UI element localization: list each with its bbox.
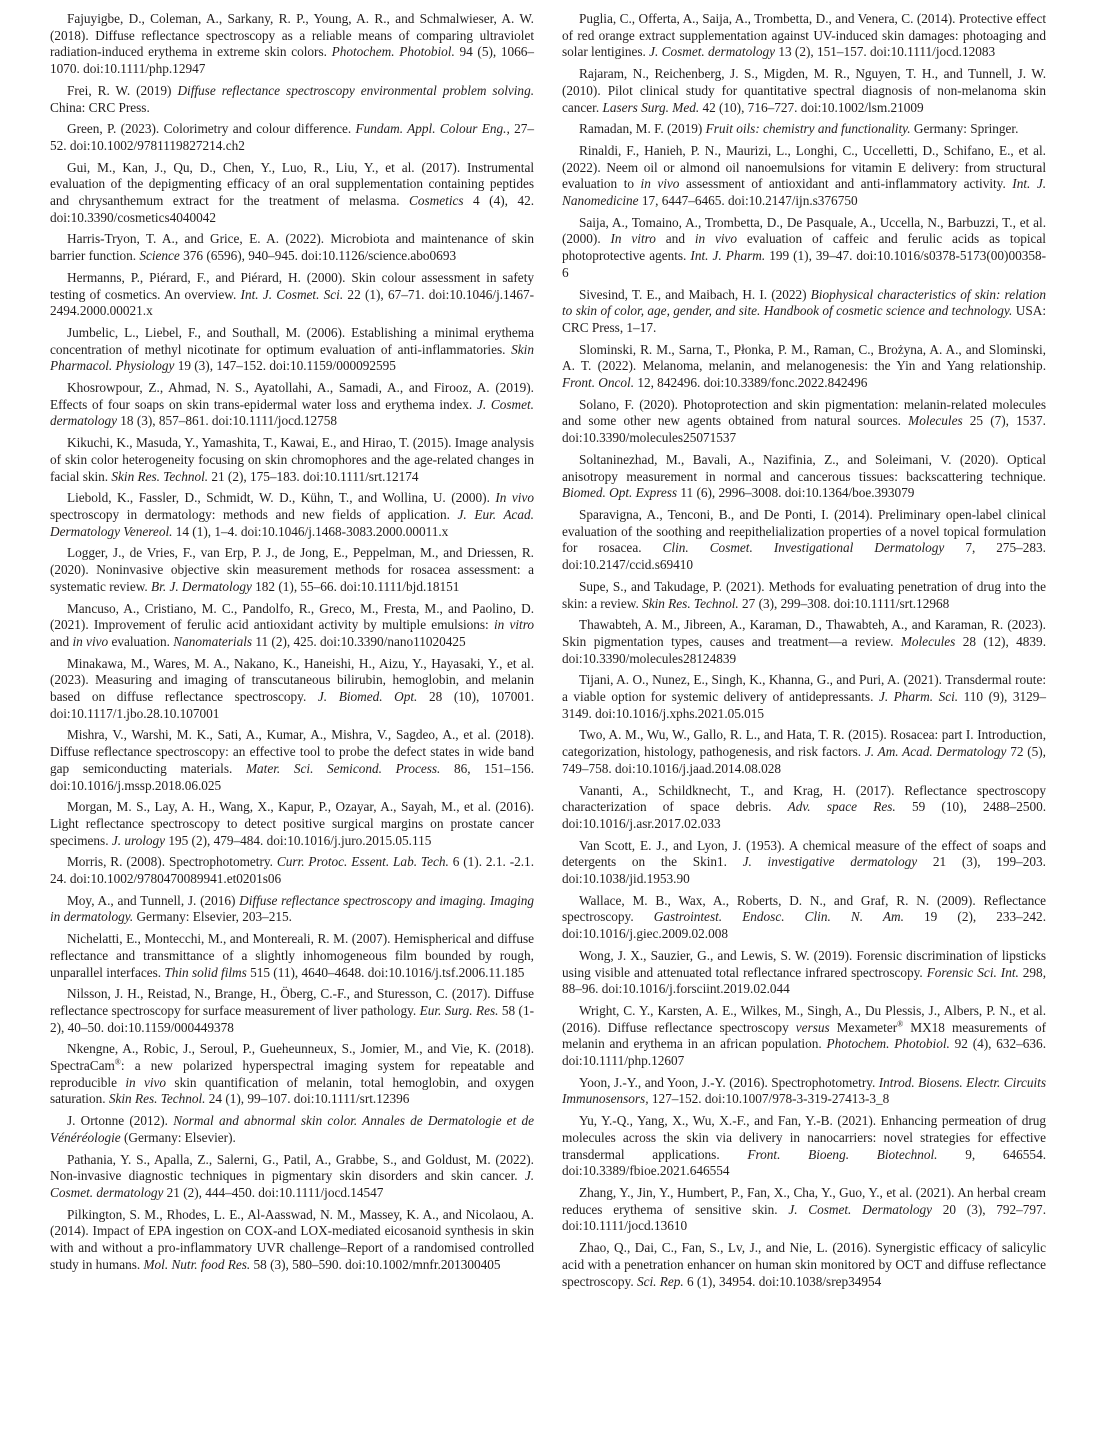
reference-text-segment: 59 (10), 2488–2500. doi:10.1016/j.asr.2017.02.033 (562, 799, 1047, 831)
reference-text-segment: evaluation of caffeic and ferulic acids as topical photoprotective agents. (562, 231, 1046, 264)
reference-item (50, 1152, 534, 1202)
reference-text-segment: 6 (1). 2.1. -2.1. 24. doi:10.1002/9780470089941.et0201s06 (50, 854, 534, 887)
reference-text-segment: 11 (2), 425. doi:10.3390/nano11020425 (252, 633, 466, 649)
reference-text-segment: J. Ortonne (2012). (67, 1113, 174, 1129)
reference-text-segment: Photochem. Photobiol. (331, 44, 455, 60)
reference-text-segment: 18 (3), 857–861. doi:10.1111/jocd.12758 (117, 413, 338, 429)
reference-text-segment: Lasers Surg. Med. (602, 99, 700, 115)
reference-text-segment: 21 (3), 199–203. doi:10.1038/jid.1953.90 (562, 854, 1046, 887)
reference-text-segment: J. Eur. Acad. Dermatology Venereol. (50, 506, 534, 539)
reference-item (562, 507, 1046, 574)
reference-item (50, 121, 534, 154)
reference-text-segment: 376 (6596), 940–945. doi:10.1126/science.abo0693 (179, 248, 457, 264)
reference-item (50, 601, 534, 651)
reference-text-segment: 13 (2), 151–157. doi:10.1111/jocd.12083 (775, 44, 996, 60)
reference-item (50, 545, 534, 595)
reference-text-segment: 4 (4), 42. doi:10.3390/cosmetics4040042 (50, 193, 535, 225)
reference-text-segment: 17, 6447–6465. doi:10.2147/ijn.s376750 (638, 193, 858, 209)
reference-text-segment: Puglia, C., Offerta, A., Saija, A., Trombetta, D., and Venera, C. (2014). Protective effect of red orange extract supplementation against UV-induced skin damages: photoaging and solar lentigines. (562, 11, 1046, 60)
reference-text-segment: China: CRC Press. (50, 99, 150, 115)
reference-text-segment: Morgan, M. S., Lay, A. H., Wang, X., Kapur, P., Ozayar, A., Sayah, M., et al. (2016). Light reflectance spectroscopy to detect positive surgical margins on prostate cancer specimens. (50, 799, 534, 848)
reference-text-segment: MX18 measurements of melanin and erythema in an african population. (562, 1019, 1046, 1052)
reference-text-segment: Solano, F. (2020). Photoprotection and skin pigmentation: melanin-related molecules and some other new agents obtained from natural sources. (562, 396, 1046, 429)
reference-text-segment: Frei, R. W. (2019) (67, 82, 178, 98)
reference-text-segment: Yu, Y.-Q., Yang, X., Wu, X.-F., and Fan, Y.-B. (2021). Enhancing permeation of drug molecules across the skin via delivery in nanocarriers: novel strategies for effective transdermal applications. (562, 1113, 1046, 1162)
reference-text-segment: Thin solid films (164, 964, 247, 980)
reference-text-segment: Sparavigna, A., Tenconi, B., and De Ponti, I. (2014). Preliminary open-label clinical evaluation of the soothing and reepithelialization properties of a novel topical formulation for rosacea. (562, 506, 1046, 556)
reference-text-segment: Logger, J., de Vries, F., van Erp, P. J., de Jong, E., Peppelman, M., and Driessen, R. (2020). Noninvasive objective skin measurement methods for rosacea assessment: a systematic review. (50, 545, 534, 594)
reference-item (50, 435, 534, 485)
reference-text-segment: Vananti, A., Schildknecht, T., and Krag, H. (2017). Reflectance spectroscopy characterization of space debris. (562, 782, 1046, 815)
reference-text-segment: Diffuse reflectance spectroscopy and imaging. Imaging in dermatology. (50, 892, 535, 925)
reference-text-segment: versus (795, 1019, 830, 1035)
reference-text-segment: ® (897, 1019, 904, 1029)
reference-item (562, 1240, 1046, 1290)
reference-item (562, 783, 1046, 833)
reference-item (50, 231, 534, 264)
reference-text-segment: 11 (6), 2996–3008. doi:10.1364/boe.393079 (677, 485, 915, 501)
reference-text-segment: J. Cosmet. dermatology (50, 396, 534, 429)
reference-text-segment: Nkengne, A., Robic, J., Seroul, P., Gueheunneux, S., Jomier, M., and Vie, K. (2018). SpectraCam (50, 1041, 534, 1074)
reference-item (50, 656, 534, 723)
reference-text-segment: Photochem. Photobiol. (826, 1036, 950, 1052)
reference-text-segment: 21 (2), 175–183. doi:10.1111/srt.12174 (208, 468, 419, 484)
reference-item (562, 948, 1046, 998)
reference-text-segment: Minakawa, M., Wares, M. A., Nakano, K., Haneishi, H., Aizu, Y., Hayasaki, Y., et al. (2023). Measuring and imaging of transcutaneous bilirubin, hemoglobin, and melanin based on diffuse reflectance spectroscopy. (50, 655, 534, 705)
reference-text-segment: Front. Oncol. (562, 375, 635, 391)
reference-text-segment: Cosmetics (409, 193, 464, 209)
reference-text-segment: 42 (10), 716–727. doi:10.1002/lsm.21009 (699, 99, 924, 115)
reference-item (562, 893, 1046, 943)
reference-text-segment: Skin Res. Technol. (642, 595, 739, 611)
reference-text-segment: 298, 88–96. doi:10.1016/j.forsciint.2019.02.044 (562, 964, 1046, 997)
reference-text-segment: Skin Res. Technol. (108, 1091, 206, 1107)
reference-item (562, 1003, 1046, 1070)
reference-text-segment: 58 (3), 580–590. doi:10.1002/mnfr.201300405 (250, 1256, 501, 1272)
reference-item (50, 799, 534, 849)
references-column-left (50, 11, 534, 1295)
reference-text-segment: Molecules (908, 413, 963, 429)
reference-item (562, 1113, 1046, 1180)
reference-text-segment: Supe, S., and Takudage, P. (2021). Methods for evaluating penetration of drug into the skin: a review. (562, 578, 1046, 611)
reference-text-segment: 14 (1), 1–4. doi:10.1046/j.1468-3083.2000.00011.x (172, 523, 449, 539)
reference-item (50, 1207, 534, 1274)
reference-item (50, 325, 534, 375)
reference-text-segment: 19 (2), 233–242. doi:10.1016/j.giec.2009.02.008 (562, 909, 1046, 942)
reference-item (562, 11, 1046, 61)
reference-text-segment: evaluation. (108, 633, 174, 649)
reference-text-segment: Diffuse reflectance spectroscopy environmental problem solving. (177, 82, 534, 98)
reference-text-segment: 24 (1), 99–107. doi:10.1111/srt.12396 (205, 1091, 410, 1107)
reference-item (562, 215, 1046, 282)
reference-text-segment: 7, 275–283. doi:10.2147/ccid.s69410 (562, 540, 1046, 573)
reference-text-segment: Int. J. Cosmet. Sci. (240, 286, 344, 302)
reference-item (50, 490, 534, 540)
reference-text-segment: Int. J. Pharm. (690, 248, 766, 264)
reference-text-segment: Mol. Nutr. food Res. (143, 1256, 251, 1272)
reference-text-segment: Nichelatti, E., Montecchi, M., and Montereali, R. M. (2007). Hemispherical and diffuse reflectance and transmittance of a slightly inhomogeneous film bounded by rough, unparallel interfaces. (50, 931, 534, 980)
reference-text-segment: 28 (10), 107001. doi:10.1117/1.jbo.28.10.107001 (50, 689, 534, 721)
reference-text-segment: 182 (1), 55–66. doi:10.1111/bjd.18151 (251, 578, 460, 594)
reference-text-segment: in vivo (640, 176, 680, 192)
reference-text-segment: Normal and abnormal skin color. Annales de Dermatologie et de Vénéréologie (50, 1113, 534, 1145)
reference-item (50, 11, 534, 78)
reference-text-segment: (Germany: Elsevier). (120, 1129, 236, 1145)
reference-text-segment: : a new polarized hyperspectral imaging system for repeatable and reproducible (50, 1058, 534, 1090)
reference-text-segment: 94 (5), 1066–1070. doi:10.1111/php.12947 (50, 44, 534, 77)
reference-text-segment: J. Cosmet. dermatology (50, 1168, 534, 1200)
reference-item (562, 579, 1046, 612)
reference-text-segment: Skin Pharmacol. Physiology (50, 341, 534, 374)
reference-text-segment: J. Cosmet. Dermatology (788, 1201, 933, 1217)
reference-text-segment: 12, 842496. doi:10.3389/fonc.2022.842496 (634, 375, 868, 391)
reference-text-segment: Pilkington, S. M., Rhodes, L. E., Al-Aasswad, N. M., Massey, K. A., and Nicolaou, A. (2014). Impact of EPA ingestion on COX-and LOX-mediated eicosanoid synthesis in skin with and without a pro-inflammatory UVR challenge–Report of a randomised controlled study in humans. (50, 1206, 534, 1272)
reference-text-segment: J. Pharm. Sci. (878, 689, 959, 705)
reference-item (50, 893, 534, 926)
reference-text-segment: Tijani, A. O., Nunez, E., Singh, K., Khanna, G., and Puri, A. (2021). Transdermal route: a viable option for systemic delivery of antidepressants. (562, 672, 1046, 705)
reference-item (562, 66, 1046, 116)
reference-text-segment: In vitro (610, 231, 656, 247)
reference-text-segment: 58 (1-2), 40–50. doi:10.1159/000449378 (50, 1002, 534, 1035)
reference-text-segment: and (50, 633, 73, 649)
reference-text-segment: J. investigative dermatology (742, 854, 918, 870)
reference-text-segment: Zhao, Q., Dai, C., Fan, S., Lv, J., and Nie, L. (2016). Synergistic efficacy of salicylic acid with a penetration enhancer on human skin monitored by OCT and diffuse reflectance spectroscopy. (562, 1240, 1046, 1289)
reference-text-segment: Gastrointest. Endosc. Clin. N. Am. (653, 909, 904, 925)
reference-text-segment: Hermanns, P., Piérard, F., and Piérard, H. (2000). Skin colour assessment in safety testing of cosmetics. An overview. (50, 269, 534, 302)
reference-text-segment: Wallace, M. B., Wax, A., Roberts, D. N., and Graf, R. N. (2009). Reflectance spectroscopy. (562, 892, 1046, 925)
reference-text-segment: 19 (3), 147–152. doi:10.1159/000092595 (174, 358, 396, 374)
reference-text-segment: Gui, M., Kan, J., Qu, D., Chen, Y., Luo, R., Liu, Y., et al. (2017). Instrumental evaluation of the depigmenting efficacy of an oral supplementation containing peptides and chrysanthemum extract for the treatment of melasma. (50, 159, 534, 209)
reference-item (562, 672, 1046, 722)
reference-text-segment: 25 (7), 1537. doi:10.3390/molecules25071537 (562, 413, 1046, 446)
reference-text-segment: 22 (1), 67–71. doi:10.1046/j.1467-2494.2000.00021.x (50, 286, 534, 319)
reference-item (50, 986, 534, 1036)
reference-item (50, 160, 534, 227)
references-columns (50, 11, 1046, 1295)
reference-text-segment: Green, P. (2023). Colorimetry and colour difference. (67, 121, 356, 137)
references-column-right (562, 11, 1046, 1295)
reference-text-segment: Nanomaterials (173, 633, 253, 649)
reference-text-segment: ® (114, 1057, 121, 1067)
reference-text-segment: Thawabteh, A. M., Jibreen, A., Karaman, D., Thawabteh, A., and Karaman, R. (2023). Skin pigmentation types, causes and treatment—a review. (562, 617, 1046, 649)
reference-text-segment: Liebold, K., Fassler, D., Schmidt, W. D., Kühn, T., and Wollina, U. (2000). (67, 490, 496, 506)
reference-text-segment: in vivo (72, 633, 109, 649)
reference-text-segment: in vivo (694, 231, 738, 247)
reference-text-segment: 21 (2), 444–450. doi:10.1111/jocd.14547 (163, 1185, 384, 1200)
reference-text-segment: 27–52. doi:10.1002/9781119827214.ch2 (50, 121, 534, 153)
reference-text-segment: Saija, A., Tomaino, A., Trombetta, D., De Pasquale, A., Uccella, N., Barbuzzi, T., et al. (2000). (562, 214, 1046, 247)
reference-text-segment: Van Scott, E. J., and Lyon, J. (1953). A chemical measure of the effect of soaps and detergents on the Skin1. (562, 837, 1046, 870)
reference-item (562, 1185, 1046, 1235)
reference-text-segment: Germany: Springer. (910, 121, 1019, 137)
reference-text-segment: spectroscopy in dermatology: methods and new fields of application. (50, 506, 458, 522)
reference-item (562, 287, 1046, 337)
reference-item (50, 931, 534, 981)
reference-text-segment: USA: CRC Press, 1–17. (562, 303, 1046, 335)
reference-item (562, 1075, 1046, 1108)
reference-text-segment: Fundam. Appl. Colour Eng., (355, 121, 510, 137)
reference-item (562, 121, 1046, 138)
reference-item (50, 727, 534, 794)
reference-text-segment: in vivo (125, 1074, 167, 1090)
reference-text-segment: Rinaldi, F., Hanieh, P. N., Maurizi, L., Longhi, C., Uccelletti, D., Schifano, E., et al. (2022). Neem oil or almond oil nanoemulsions for vitamin E delivery: from structural evaluation to (562, 142, 1046, 192)
reference-text-segment: Germany: Elsevier, 203–215. (133, 909, 292, 925)
reference-text-segment: Soltaninezhad, M., Bavali, A., Nazifinia, Z., and Soleimani, V. (2020). Optical anisotropy measurement in normal and cancerous tissues: backscattering technique. (562, 451, 1046, 484)
reference-text-segment: 20 (3), 792–797. doi:10.1111/jocd.13610 (562, 1201, 1046, 1234)
reference-text-segment: Molecules (900, 633, 956, 649)
reference-text-segment: Kikuchi, K., Masuda, Y., Yamashita, T., Kawai, E., and Hirao, T. (2015). Image analysis of skin color heterogeneity focusing on skin chromophores and the age-related changes in facial skin. (50, 435, 534, 484)
reference-text-segment: Mancuso, A., Cristiano, M. C., Pandolfo, R., Greco, M., Fresta, M., and Paolino, D. (2021). Improvement of ferulic acid antioxidant activity by multiple emulsions: (50, 600, 534, 633)
reference-text-segment: Yoon, J.-Y., and Yoon, J.-Y. (2016). Spectrophotometry. (579, 1074, 879, 1090)
reference-text-segment: Curr. Protoc. Essent. Lab. Tech. (276, 854, 449, 870)
reference-text-segment: 199 (1), 39–47. doi:10.1016/s0378-5173(00)00358-6 (562, 248, 1046, 280)
reference-text-segment: Moy, A., and Tunnell, J. (2016) (67, 892, 240, 908)
reference-item (50, 1113, 534, 1146)
reference-text-segment: Zhang, Y., Jin, Y., Humbert, P., Fan, X., Cha, Y., Guo, Y., et al. (2021). An herbal cream reduces erythema of sensitive skin. (562, 1185, 1046, 1217)
reference-text-segment: Front. Bioeng. Biotechnol. (747, 1146, 938, 1162)
reference-text-segment: 110 (9), 3129–3149. doi:10.1016/j.xphs.2021.05.015 (562, 689, 1046, 721)
reference-text-segment: Wong, J. X., Sauzier, G., and Lewis, S. W. (2019). Forensic discrimination of lipsticks using visible and attenuated total reflectance infrared spectroscopy. (562, 947, 1046, 980)
reference-item (562, 342, 1046, 392)
reference-text-segment: Rajaram, N., Reichenberg, J. S., Migden, M. R., Nguyen, T. H., and Tunnell, J. W. (2010). Pilot clinical study for quantitative spectral diagnosis of non-melanoma skin cancer. (562, 66, 1046, 115)
reference-text-segment: Skin Res. Technol. (111, 468, 209, 484)
reference-text-segment: 195 (2), 479–484. doi:10.1016/j.juro.2015.05.115 (165, 832, 432, 848)
reference-text-segment: Br. J. Dermatology (151, 578, 252, 594)
reference-text-segment: J. Biomed. Opt. (317, 689, 418, 705)
reference-text-segment: assessment of antioxidant and anti-inflammatory activity. (679, 176, 1013, 192)
reference-item (50, 1041, 534, 1108)
reference-text-segment: 515 (11), 4640–4648. doi:10.1016/j.tsf.2006.11.185 (246, 964, 525, 980)
reference-text-segment: 9, 646554. doi:10.3389/fbioe.2021.646554 (562, 1146, 1046, 1179)
reference-item (562, 727, 1046, 777)
reference-text-segment: 86, 151–156. doi:10.1016/j.mssp.2018.06.025 (50, 760, 534, 793)
reference-text-segment: 28 (12), 4839. doi:10.3390/molecules28124839 (562, 633, 1046, 666)
reference-text-segment: Int. J. Nanomedicine (562, 176, 1046, 209)
reference-text-segment: Pathania, Y. S., Apalla, Z., Salerni, G., Patil, A., Grabbe, S., and Goldust, M. (2022). Non-invasive diagnostic techniques in pigmentary skin disorders and skin cancer. (50, 1151, 534, 1184)
reference-text-segment: Wright, C. Y., Karsten, A. E., Wilkes, M., Singh, A., Du Plessis, J., Albers, P. N., et al. (2016). Diffuse reflectance spectroscopy (562, 1002, 1046, 1035)
reference-text-segment: in vitro (493, 617, 534, 633)
reference-text-segment: Mater. Sci. Semicond. Process. (245, 760, 441, 776)
reference-text-segment: 72 (5), 749–758. doi:10.1016/j.jaad.2014.08.028 (562, 744, 1046, 776)
reference-text-segment: 127–152. doi:10.1007/978-3-319-27413-3_8 (648, 1091, 890, 1107)
reference-text-segment: Science (139, 248, 180, 264)
reference-text-segment: J. Am. Acad. Dermatology (864, 744, 1007, 760)
reference-item (50, 380, 534, 430)
reference-text-segment: Harris-Tryon, T. A., and Grice, E. A. (2022). Microbiota and maintenance of skin barrier function. (50, 231, 534, 264)
reference-text-segment: Forensic Sci. Int. (926, 964, 1019, 980)
reference-item (562, 397, 1046, 447)
reference-text-segment: J. Cosmet. dermatology (649, 44, 776, 60)
reference-item (562, 143, 1046, 210)
reference-text-segment: Mishra, V., Warshi, M. K., Sati, A., Kumar, A., Mishra, V., Sagdeo, A., et al. (2018). Diffuse reflectance spectroscopy: an effective tool to probe the defect states in wide band gap semiconducting materials. (50, 727, 534, 776)
reference-text-segment: Khosrowpour, Z., Ahmad, N. S., Ayatollahi, A., Samadi, A., and Firooz, A. (2019). Effects of four soaps on skin trans-epidermal water loss and erythema index. (50, 380, 534, 412)
reference-text-segment: Clin. Cosmet. Investigational Dermatology (662, 540, 945, 556)
reference-text-segment: J. urology (111, 832, 166, 848)
reference-text-segment: Sci. Rep. (636, 1273, 684, 1289)
reference-text-segment: Biomed. Opt. Express (562, 485, 678, 501)
reference-text-segment: Two, A. M., Wu, W., Gallo, R. L., and Hata, T. R. (2015). Rosacea: part I. Introduction, categorization, histology, pathogenesis, and risk factors. (562, 727, 1046, 760)
reference-text-segment: Fajuyigbe, D., Coleman, A., Sarkany, R. P., Young, A. R., and Schmalwieser, A. W. (2018). Diffuse reflectance spectroscopy as a reliable means of comparing ultraviolet radiation-induced erythema in extreme skin colors. (50, 11, 534, 60)
reference-text-segment: Slominski, R. M., Sarna, T., Płonka, P. M., Raman, C., Brożyna, A. A., and Slominski, A. T. (2022). Melanoma, melanin, and melanogenesis: the Yin and Yang relationship. (562, 341, 1046, 374)
reference-text-segment: Introd. Biosens. Electr. Circuits Immunosensors, (562, 1074, 1046, 1107)
reference-text-segment: Nilsson, J. H., Reistad, N., Brange, H., Öberg, C.-F., and Sturesson, C. (2017). Diffuse reflectance spectroscopy for surface measurement of liver pathology. (50, 986, 534, 1018)
reference-text-segment: skin quantification of melanin, total hemoglobin, and oxygen saturation. (50, 1074, 534, 1107)
reference-text-segment: Ramadan, M. F. (2019) (579, 121, 706, 137)
reference-text-segment: Biophysical characteristics of skin: relation to skin of color, age, gender, and site. Handbook of cosmetic science and technology. (562, 286, 1046, 319)
reference-text-segment: Sivesind, T. E., and Maibach, H. I. (2022) (579, 286, 811, 302)
reference-text-segment: Mexameter (829, 1019, 898, 1035)
reference-text-segment: 92 (4), 632–636. doi:10.1111/php.12607 (562, 1036, 1046, 1069)
reference-item (562, 452, 1046, 502)
reference-text-segment: 6 (1), 34954. doi:10.1038/srep34954 (683, 1273, 882, 1289)
reference-item (562, 617, 1046, 667)
reference-item (562, 838, 1046, 888)
reference-text-segment: Morris, R. (2008). Spectrophotometry. (67, 854, 277, 870)
reference-text-segment: In vivo (495, 490, 534, 506)
reference-item (50, 83, 534, 116)
reference-item (50, 270, 534, 320)
reference-item (50, 854, 534, 887)
reference-text-segment: Eur. Surg. Res. (419, 1002, 499, 1018)
reference-text-segment: Adv. space Res. (787, 799, 896, 815)
reference-text-segment: 27 (3), 299–308. doi:10.1111/srt.12968 (738, 595, 950, 611)
reference-text-segment: and (655, 231, 695, 247)
reference-text-segment: Jumbelic, L., Liebel, F., and Southall, M. (2006). Establishing a minimal erythema concentration of methyl nicotinate for optimum evaluation of anti-inflammatories. (50, 324, 534, 357)
reference-text-segment: Fruit oils: chemistry and functionality. (705, 121, 911, 137)
